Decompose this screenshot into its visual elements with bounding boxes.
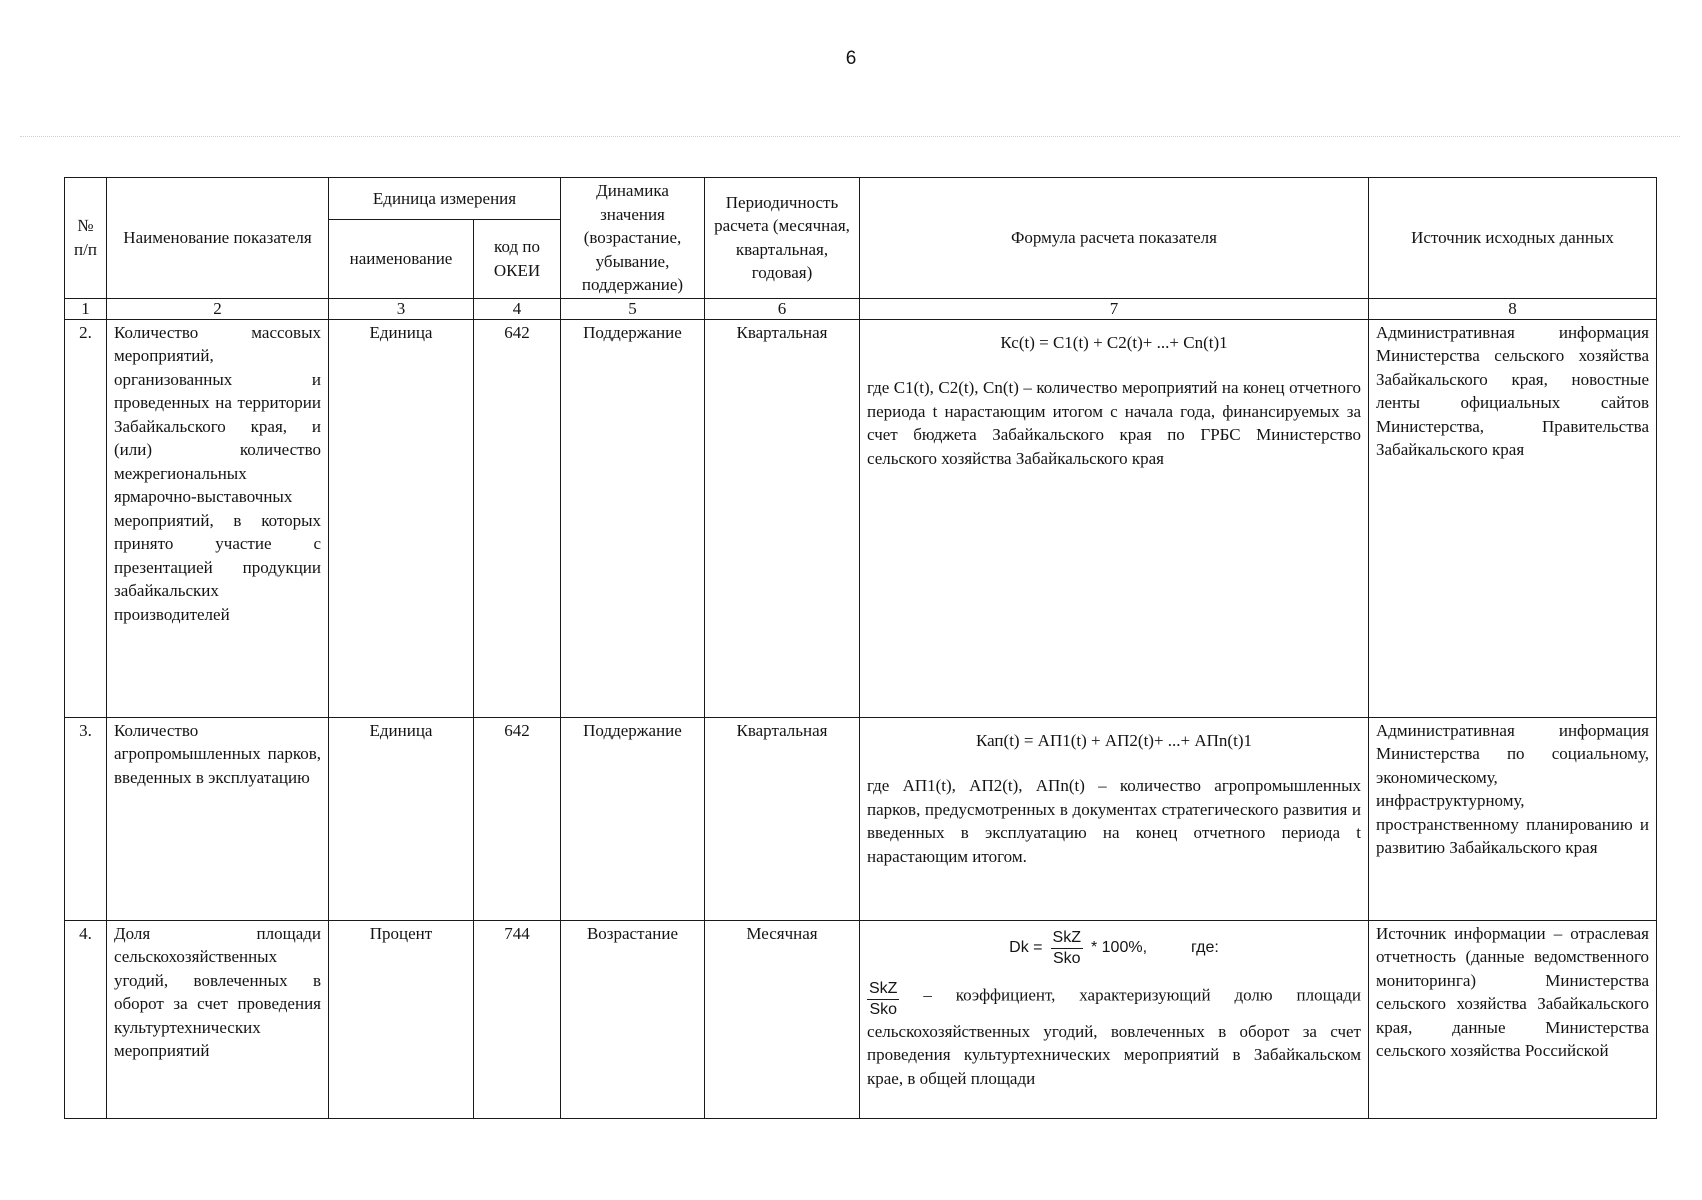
formula-expression: Кс(t) = C1(t) + C2(t)+ ...+ Cn(t)1 [1000, 332, 1228, 352]
column-number: 7 [860, 298, 1369, 319]
header-dynamics: Динамика значения (возрастание, убывание, поддержание) [561, 178, 705, 299]
indicator-name: Количество агропромышленных парков, введенных в эксплуатацию [107, 717, 329, 920]
column-number: 5 [561, 298, 705, 319]
formula-description [867, 973, 1361, 1091]
column-number: 3 [329, 298, 474, 319]
formula-description: где АП1(t), АП2(t), АПn(t) – количество агропромышленных парков, предусмотренных в документах стратегического развития и введенных в эксплуатацию на конец отчетного периода t нарастающим итогом. [867, 776, 1361, 866]
formula-cell [860, 717, 1369, 920]
row-number: 2. [65, 319, 107, 717]
formula-cell [860, 319, 1369, 717]
table-row [65, 920, 1657, 1118]
header-source: Источник исходных данных [1369, 178, 1657, 299]
formula-fraction [1051, 928, 1083, 969]
formula-lhs: Dk = [1009, 939, 1043, 957]
formula-expression: Кап(t) = АП1(t) + АП2(t)+ ...+ АПn(t)1 [976, 730, 1252, 750]
formula-cell [860, 920, 1369, 1118]
periodicity: Месячная [705, 920, 860, 1118]
indicator-name: Количество массовых мероприятий, организованных и проведенных на территории Забайкальского края, и (или) количество межрегиональных ярмарочно-выставочных мероприятий, в которых принято участие с презентацией продукции забайкальских производителей [107, 319, 329, 717]
dynamics: Возрастание [561, 920, 705, 1118]
formula-denominator: Sko [869, 1000, 898, 1018]
row-number: 4. [65, 920, 107, 1118]
formula-where: где: [1191, 939, 1219, 957]
table-row [65, 717, 1657, 920]
formula-denominator: Sko [1052, 949, 1081, 967]
dynamics: Поддержание [561, 717, 705, 920]
header-no: № п/п [65, 178, 107, 299]
indicator-name: Доля площади сельскохозяйственных угодий, вовлеченных в оборот за счет проведения культуртехнических мероприятий [107, 920, 329, 1118]
unit-name: Единица [329, 717, 474, 920]
formula-fraction-inline [867, 979, 899, 1020]
column-numbers-row [65, 298, 1657, 319]
unit-code: 642 [474, 717, 561, 920]
header-unit-code: код по ОКЕИ [474, 219, 561, 298]
periodicity: Квартальная [705, 319, 860, 717]
data-source: Источник информации – отраслевая отчетность (данные ведомственного мониторинга) Министерства сельского хозяйства Забайкальского края, данные Министерства сельского хозяйства Российской [1369, 920, 1657, 1118]
page-number: 6 [845, 48, 857, 69]
formula-numerator: SkZ [867, 979, 899, 1000]
column-number: 8 [1369, 298, 1657, 319]
formula-rhs: * 100%, [1090, 939, 1148, 957]
header-row-1 [65, 178, 1657, 220]
indicators-table [64, 177, 1657, 1119]
column-number: 4 [474, 298, 561, 319]
unit-code: 642 [474, 319, 561, 717]
header-formula: Формула расчета показателя [860, 178, 1369, 299]
header-unit-name: наименование [329, 219, 474, 298]
column-number: 6 [705, 298, 860, 319]
header-name: Наименование показателя [107, 178, 329, 299]
header-periodicity: Периодичность расчета (месячная, квартальная, годовая) [705, 178, 860, 299]
periodicity: Квартальная [705, 717, 860, 920]
data-source: Административная информация Министерства по социальному, экономическому, инфраструктурному, пространственному планированию и развитию Забайкальского края [1369, 717, 1657, 920]
column-number: 1 [65, 298, 107, 319]
unit-name: Процент [329, 920, 474, 1118]
table-row [65, 319, 1657, 717]
unit-code: 744 [474, 920, 561, 1118]
row-number: 3. [65, 717, 107, 920]
column-number: 2 [107, 298, 329, 319]
formula-description-text: – коэффициент, характеризующий долю площади сельскохозяйственных угодий, вовлеченных в оборот за счет проведения культуртехнических мероприятий в Забайкальском крае, в общей площади [867, 984, 1361, 1088]
formula-numerator: SkZ [1051, 928, 1083, 949]
formula-description: где C1(t), C2(t), Cn(t) – количество мероприятий на конец отчетного периода t нарастающим итогом с начала года, финансируемых за счет бюджета Забайкальского края по ГРБС Министерство сельского хозяйства Забайкальского края [867, 378, 1361, 468]
scan-artifact-line [20, 136, 1680, 137]
data-source: Административная информация Министерства сельского хозяйства Забайкальского края, новостные ленты официальных сайтов Министерства, Правительства Забайкальского края [1369, 319, 1657, 717]
header-unit-group: Единица измерения [329, 178, 561, 220]
dynamics: Поддержание [561, 319, 705, 717]
formula-expression [867, 928, 1361, 969]
unit-name: Единица [329, 319, 474, 717]
